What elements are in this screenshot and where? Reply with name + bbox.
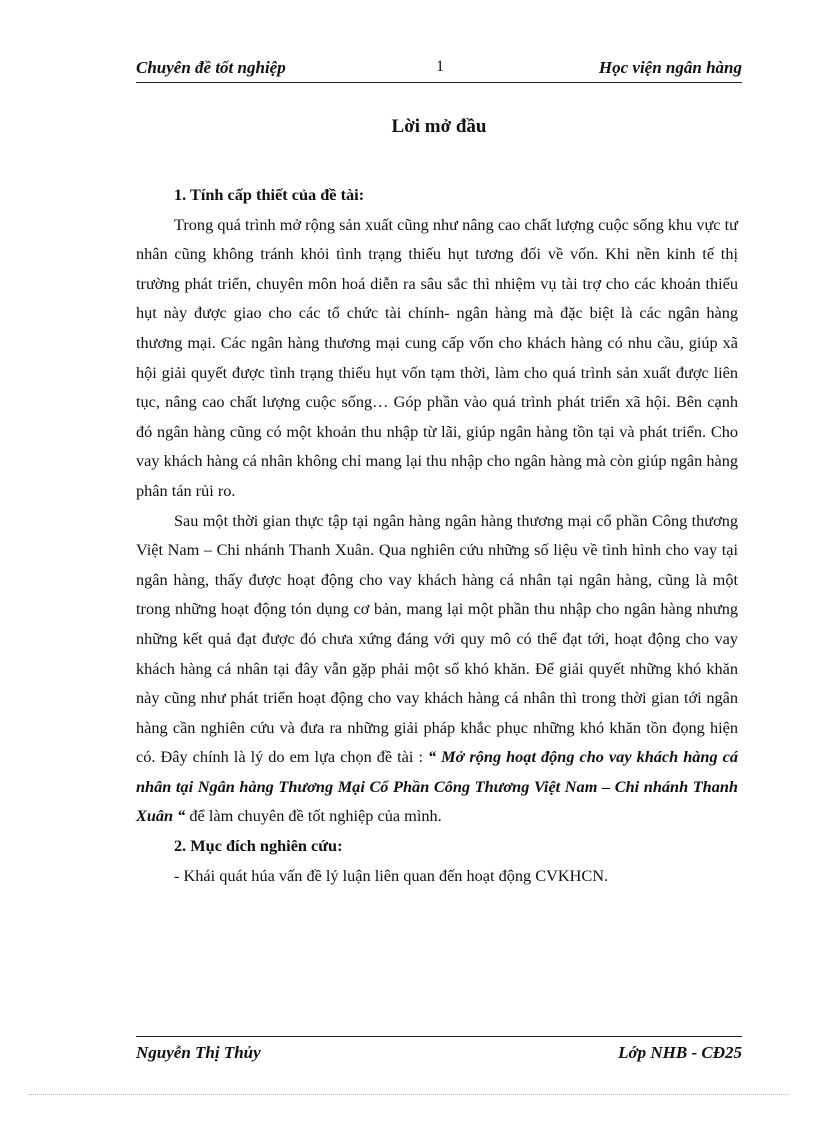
document-body [136, 180, 738, 890]
paragraph-topic [136, 506, 738, 832]
header-left-text: Chuyên đề tốt nghiệp [136, 58, 286, 77]
page-title: Lời mở đầu [391, 116, 487, 137]
paragraph-intro: Trong quá trình mở rộng sản xuất cũng như nâng cao chất lượng cuộc sống khu vực tư nhân cũng không tránh khỏi tình trạng thiếu hụt tương đối về vốn. Khi nền kinh tế thị trường phát triển, chuyên môn hoá diễn ra sâu sắc thì nhiệm vụ tài trợ cho các khoản thiếu hụt này được giao cho các tổ chức tài chính- ngân hàng mà đặc biệt là các ngân hàng thương mại. Các ngân hàng thương mại cung cấp vốn cho khách hàng có nhu cầu, giúp xã hội giải quyết được tình trạng thiếu hụt vốn tạm thời, làm cho quá trình sản xuất được liên tục, nâng cao chất lượng cuộc sống… Góp phần vào quá trình phát triển xã hội. Bên cạnh đó ngân hàng cũng có một khoản thu nhập từ lãi, giúp ngân hàng tồn tại và phát triển. Cho vay khách hàng cá nhân không chỉ mang lại thu nhập cho ngân hàng mà còn giúp ngân hàng phân tán rủi ro. [136, 214, 738, 500]
topic-title-emphasis: “ Mở rộng hoạt động cho vay khách hàng cá nhân tại Ngân hàng Thương Mại Cổ Phần Công Thương Việt Nam – Chi nhánh Thanh Xuân “ [136, 747, 738, 826]
footer-author: Nguyễn Thị Thủy [136, 1043, 261, 1062]
page-footer [136, 1036, 742, 1067]
section-heading-purpose: 2. Mục đích nghiên cứu: [174, 836, 343, 856]
section-heading-urgency: 1. Tính cấp thiết của đề tài: [174, 185, 365, 204]
page-header [136, 56, 742, 83]
page-bottom-divider [28, 1094, 788, 1095]
footer-class: Lớp NHB - CĐ25 [618, 1043, 742, 1062]
paragraph-topic-start: Sau một thời gian thực tập tại ngân hàng ngân hàng thương mại cổ phần Công thương Việt Nam – Chi nhánh Thanh Xuân. Qua nghiên cứu những số liệu về tình hình cho vay tại ngân hàng, thấy được hoạt động cho vay khách hàng cá nhân tại ngân hàng, cũng là một trong những hoạt động tón dụng cơ bản, mang lại một phần thu nhập cho ngân hàng nhưng những kết quả đạt được đó chưa xứng đáng với quy mô có thể đạt tới, hoạt động cho vay khách hàng cá nhân tại đây vẫn gặp phải một số khó khăn. Để giải quyết những khó khăn này cũng như phát triển hoạt động cho vay khách hàng cá nhân thì trong thời gian tới ngân hàng cần nghiên cứu và đưa ra những giải pháp khắc phục những khó khăn tồn đọng hiện có. Đây chính là lý do em lựa chọn đề tài : [136, 510, 738, 767]
purpose-bullet: - Khái quát húa vấn đề lý luận liên quan đến hoạt động CVKHCN. [174, 865, 609, 885]
page-number: 1 [436, 58, 444, 75]
paragraph-topic-end: để làm chuyên đề tốt nghiệp của mình. [189, 806, 442, 826]
header-right-text: Học viện ngân hàng [598, 58, 742, 77]
